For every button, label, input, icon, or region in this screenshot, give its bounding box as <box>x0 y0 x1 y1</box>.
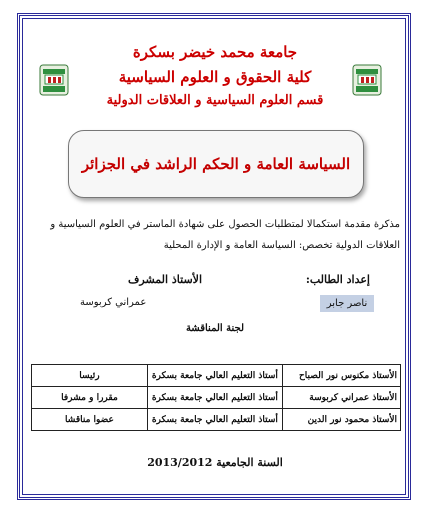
committee-heading: لجنة المناقشة <box>185 323 245 334</box>
academic-year: السنة الجامعية 2013/2012 <box>147 456 283 469</box>
member-name: الأستاذ عمراني كربوسة <box>282 387 400 409</box>
member-rank: أستاذ التعليم العالي جامعة بسكرة <box>147 365 282 387</box>
faculty-name: كلية الحقوق و العلوم السياسية <box>118 68 312 86</box>
description-line-2: العلاقات الدولية تخصص: السياسة العامة و الإدارة المحلية <box>163 240 400 251</box>
university-logo-right <box>352 64 382 96</box>
table-row <box>32 387 401 409</box>
member-name: الأستاذ مكنوس نور الصباح <box>282 365 400 387</box>
student-label: إعداد الطالب: <box>305 273 370 286</box>
table-row <box>32 409 401 431</box>
student-name: ناصر جابر <box>320 295 374 312</box>
department-name: قسم العلوم السياسية و العلاقات الدولية <box>106 93 324 108</box>
table-row <box>32 365 401 387</box>
thesis-title: السياسة العامة و الحكم الراشد في الجزائر <box>81 155 351 173</box>
supervisor-name: عمراني كربوسة <box>80 297 147 308</box>
member-role: مقررا و مشرفا <box>32 387 148 409</box>
supervisor-label: الأستاذ المشرف <box>128 273 202 286</box>
university-logo-left <box>39 64 69 96</box>
description-line-1: مذكرة مقدمة استكمالا لمتطلبات الحصول على شهادة الماستر في العلوم السياسية و <box>50 219 400 230</box>
member-role: عضوا مناقشا <box>32 409 148 431</box>
university-name: جامعة محمد خيضر بسكرة <box>132 43 298 61</box>
member-name: الأستاذ محمود نور الدين <box>282 409 400 431</box>
member-rank: أستاذ التعليم العالي جامعة بسكرة <box>147 409 282 431</box>
thesis-title-box <box>68 130 364 198</box>
member-rank: أستاذ التعليم العالي جامعة بسكرة <box>147 387 282 409</box>
committee-table <box>31 364 401 431</box>
member-role: رئيسا <box>32 365 148 387</box>
